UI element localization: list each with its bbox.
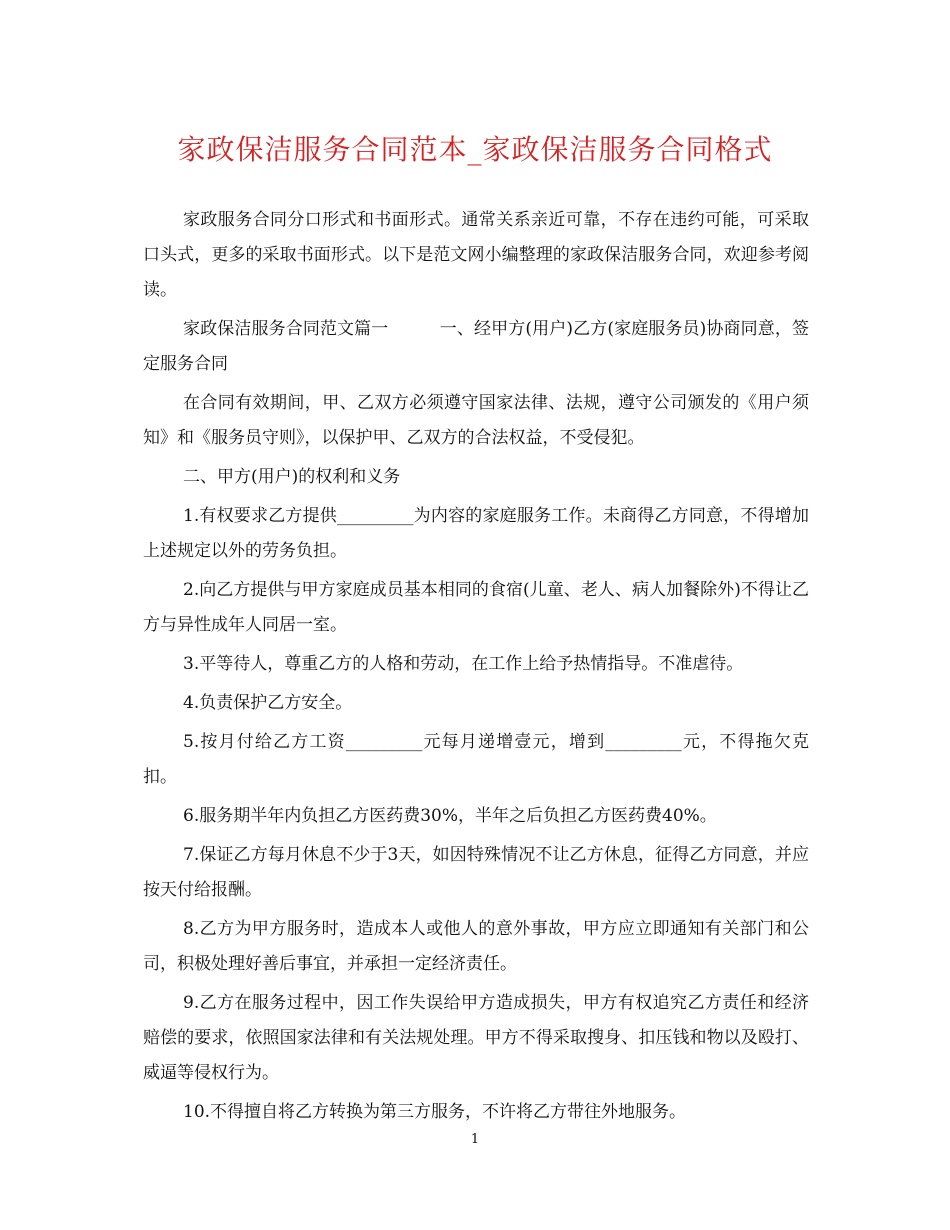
clause-6: 6.服务期半年内负担乙方医药费30%，半年之后负担乙方医药费40%。	[183, 806, 717, 826]
clause-10: 10.不得擅自将乙方转换为第三方服务，不许将乙方带往外地服务。	[183, 1102, 687, 1122]
document-title: 家政保洁服务合同范本_家政保洁服务合同格式	[177, 133, 773, 166]
clause-5: 5.按月付给乙方工资_________元每月递增壹元，增到_________元，不得拖欠克扣。	[143, 732, 809, 787]
section-heading-party-a-rights: 二、甲方(用户)的权利和义务	[183, 467, 401, 487]
clause-1: 1.有权要求乙方提供_________为内容的家庭服务工作。未商得乙方同意，不得增加上述规定以外的劳务负担。	[143, 506, 809, 561]
clause-3: 3.平等待人，尊重乙方的人格和劳动，在工作上给予热情指导。不准虐待。	[183, 654, 744, 674]
paragraph-intro: 家政服务合同分口形式和书面形式。通常关系亲近可靠，不存在违约可能，可采取口头式，更多的采取书面形式。以下是范文网小编整理的家政保洁服务合同，欢迎参考阅读。	[143, 210, 809, 300]
clause-7: 7.保证乙方每月休息不少于3天，如因特殊情况不让乙方休息，征得乙方同意，并应按天付给报酬。	[143, 845, 809, 900]
page-number: 1	[470, 1132, 480, 1147]
paragraph-article-1: 家政保洁服务合同范文篇一 一、经甲方(用户)乙方(家庭服务员)协商同意，签定服务合同	[143, 319, 809, 374]
document-body	[143, 203, 809, 1134]
clause-2: 2.向乙方提供与甲方家庭成员基本相同的食宿(儿童、老人、病人加餐除外)不得让乙方与异性成年人同居一室。	[143, 580, 809, 635]
clause-4: 4.负责保护乙方安全。	[183, 693, 353, 713]
paragraph-legal-compliance: 在合同有效期间，甲、乙双方必须遵守国家法律、法规，遵守公司颁发的《用户须知》和《服务员守则》，以保护甲、乙双方的合法权益，不受侵犯。	[143, 393, 809, 448]
clause-8: 8.乙方为甲方服务时，造成本人或他人的意外事故，甲方应立即通知有关部门和公司，积极处理好善后事宜，并承担一定经济责任。	[143, 919, 809, 974]
clause-9: 9.乙方在服务过程中，因工作失误给甲方造成损失，甲方有权追究乙方责任和经济赔偿的要求，依照国家法律和有关法规处理。甲方不得采取搜身、扣压钱和物以及殴打、威逼等侵权行为。	[143, 993, 809, 1083]
